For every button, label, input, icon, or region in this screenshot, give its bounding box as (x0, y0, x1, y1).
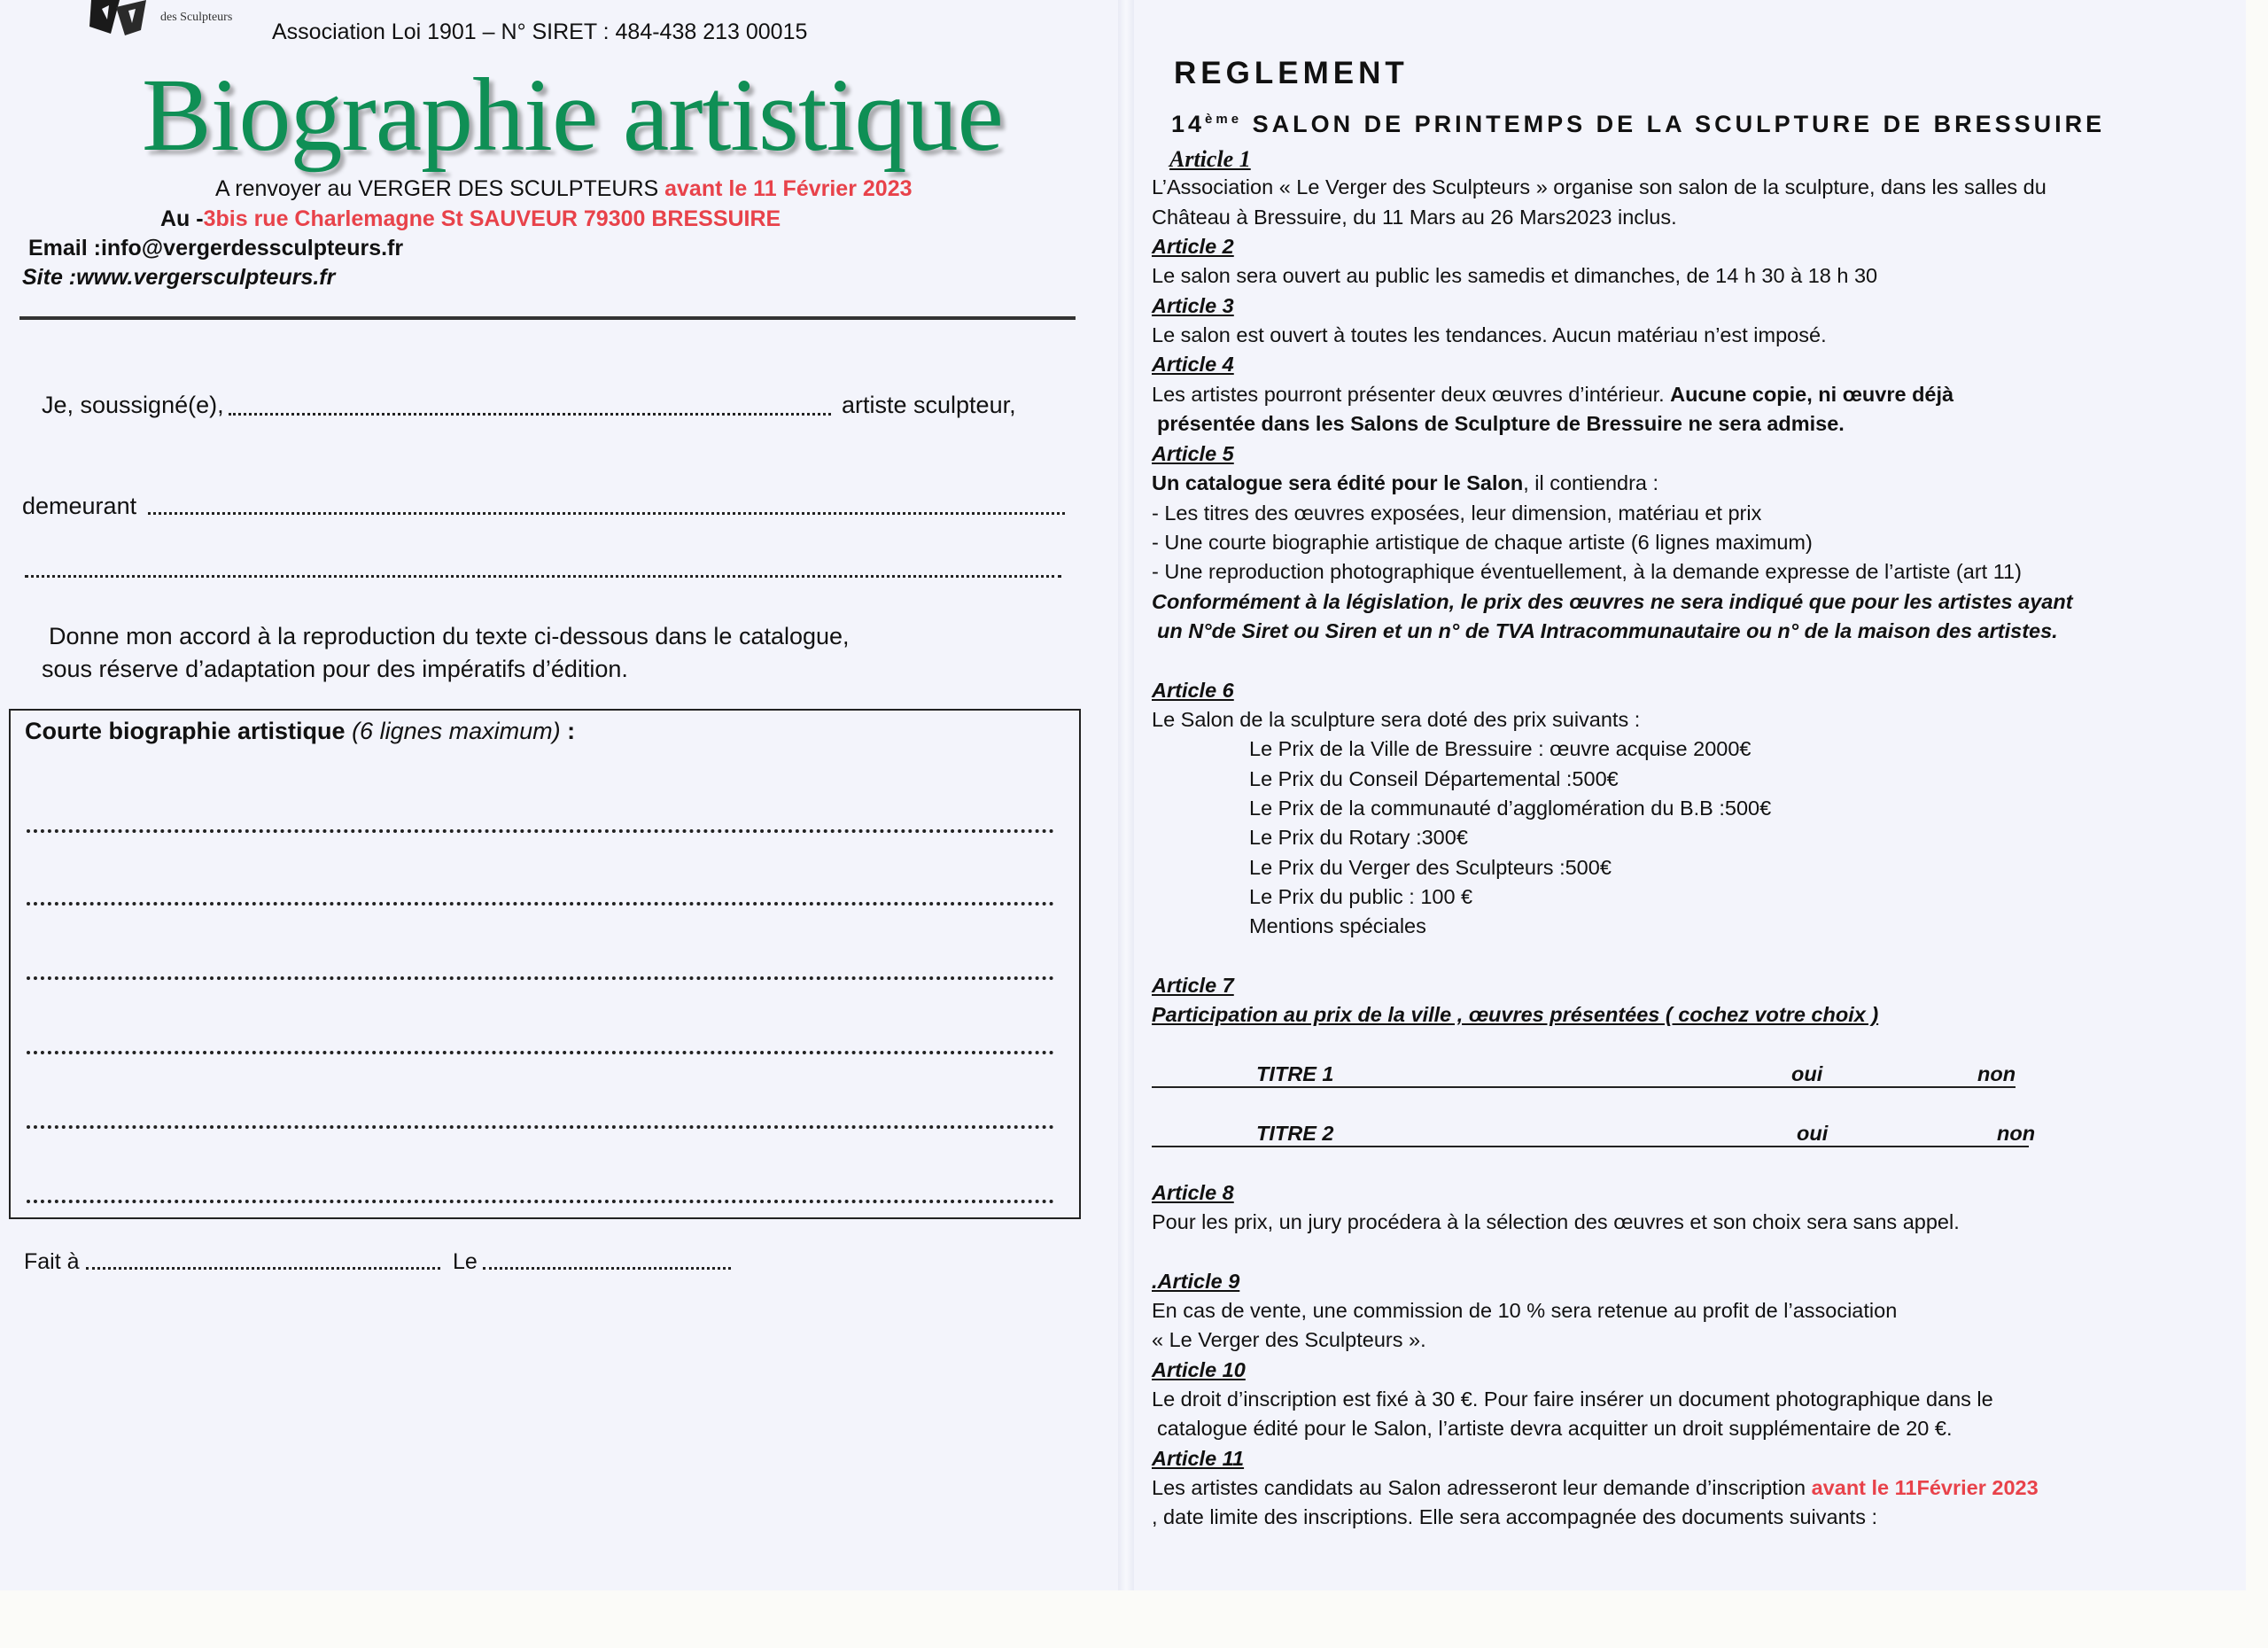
article-9-title: .Article 9 (1152, 1270, 1240, 1293)
article-5-plain: , il contiendra : (1523, 471, 1659, 494)
email-line[interactable]: Email :info@vergerdessculpteurs.fr (28, 236, 404, 260)
address-line (160, 206, 781, 232)
salon-number: 14 (1171, 111, 1206, 137)
article-6-line-1: Le Salon de la sculpture sera doté des prix suivants : (1152, 708, 1641, 731)
article-7-title: Article 7 (1152, 974, 1234, 997)
article-3-line-1: Le salon est ouvert à toutes les tendances. Aucun matériau n’est imposé. (1152, 323, 1827, 346)
titre-2-label: TITRE 2 (1256, 1122, 1334, 1145)
bio-line-4[interactable] (27, 1051, 1054, 1054)
article-11-title: Article 11 (1152, 1447, 1245, 1470)
salon-title (1171, 111, 2105, 138)
address-dotted-field-2[interactable] (25, 575, 1061, 578)
article-2-line-1: Le salon sera ouvert au public les samedis et dimanches, de 14 h 30 à 18 h 30 (1152, 264, 1878, 287)
article-4-plain: Les artistes pourront présenter deux œuvres d’intérieur. (1152, 383, 1671, 406)
bio-line-1[interactable] (27, 829, 1054, 833)
bio-line-3[interactable] (27, 976, 1054, 980)
titre-2-oui[interactable]: oui (1797, 1122, 1829, 1145)
article-10-line-1: Le droit d’inscription est fixé à 30 €. Pour faire insérer un document photographique dans le (1152, 1388, 1993, 1411)
article-5-line-5: Conformément à la législation, le prix des œuvres ne sera indiqué que pour les artistes ayant (1152, 590, 2073, 613)
article-9-line-1: En cas de vente, une commission de 10 % sera retenue au profit de l’association (1152, 1299, 1898, 1322)
association-siret: Association Loi 1901 – N° SIRET : 484-438 213 00015 (272, 19, 808, 44)
return-prefix: A renvoyer au VERGER DES SCULPTEURS (215, 176, 659, 201)
prize-4: Le Prix du Rotary :300€ (1249, 826, 1468, 849)
bio-title: Courte biographie artistique (25, 718, 346, 744)
article-5-bold: Un catalogue sera édité pour le Salon (1152, 471, 1524, 494)
bio-line-5[interactable] (27, 1125, 1054, 1129)
article-6-title: Article 6 (1152, 679, 1234, 702)
soussigne-label: Je, soussigné(e), (42, 392, 224, 418)
article-7-line-1: Participation au prix de la ville , œuvres présentées ( cochez votre choix ) (1152, 1003, 1879, 1026)
fait-dotted-field[interactable] (86, 1267, 440, 1270)
demeurant-label: demeurant (22, 493, 137, 519)
article-1-title: Article 1 (1169, 146, 1251, 172)
article-5-line-3: - Une courte biographie artistique de chaque artiste (6 lignes maximum) (1152, 531, 1813, 554)
article-8-line-1: Pour les prix, un jury procédera à la sélection des œuvres et son choix sera sans appel. (1152, 1210, 1960, 1233)
reglement-heading: REGLEMENT (1174, 56, 1409, 90)
salon-name: SALON DE PRINTEMPS DE LA SCULPTURE DE BRESSUIRE (1252, 111, 2106, 137)
association-logo (84, 0, 235, 43)
bio-line-6[interactable] (27, 1200, 1054, 1203)
accord-line-2: sous réserve d’adaptation pour des impératifs d’édition. (42, 656, 628, 682)
bio-box (9, 709, 1081, 1219)
article-5-title: Article 5 (1152, 442, 1234, 465)
article-10-title: Article 10 (1152, 1358, 1246, 1381)
artist-label: artiste sculpteur, (842, 392, 1016, 418)
article-4-line-2: présentée dans les Salons de Sculpture de Bressuire ne sera admise. (1157, 412, 1845, 435)
article-10-line-2: catalogue édité pour le Salon, l’artiste devra acquitter un droit supplémentaire de 20 €. (1157, 1417, 1953, 1440)
bio-hint: (6 lignes maximum) (352, 718, 561, 744)
address-dotted-field-1[interactable] (148, 512, 1065, 515)
accord-line-1: Donne mon accord à la reproduction du texte ci-dessous dans le catalogue, (49, 623, 850, 649)
article-11-deadline: avant le 11Février 2023 (1811, 1476, 2039, 1499)
le-label: Le (453, 1249, 478, 1274)
address-prefix: Au - (160, 206, 204, 231)
article-5-line-4: - Une reproduction photographique éventuellement, à la demande expresse de l’artiste (art 11) (1152, 560, 2022, 583)
prize-2: Le Prix du Conseil Départemental :500€ (1249, 767, 1619, 790)
titre-2-non[interactable]: non (1997, 1122, 2036, 1145)
prize-3: Le Prix de la communauté d’agglomération du B.B :500€ (1249, 797, 1772, 820)
article-4-line-1 (1152, 383, 1953, 407)
page-fold (1118, 0, 1134, 1590)
article-4-title: Article 4 (1152, 353, 1234, 376)
article-11-plain: Les artistes candidats au Salon adresseront leur demande d’inscription (1152, 1476, 1812, 1499)
article-5-line-2: - Les titres des œuvres exposées, leur dimension, matériau et prix (1152, 501, 1762, 525)
article-11-line-2: , date limite des inscriptions. Elle sera accompagnée des documents suivants : (1152, 1505, 1878, 1528)
article-8-title: Article 8 (1152, 1181, 1234, 1204)
name-dotted-field[interactable] (229, 413, 831, 416)
return-deadline: avant le 11 Février 2023 (664, 176, 913, 201)
bio-colon: : (560, 718, 576, 744)
prize-6: Le Prix du public : 100 € (1249, 885, 1473, 908)
titre-1-non[interactable]: non (1977, 1062, 2016, 1085)
header-divider (19, 316, 1076, 320)
article-1-line-1: L’Association « Le Verger des Sculpteurs » organise son salon de la sculpture, dans les salles du (1152, 175, 2047, 198)
return-line (215, 176, 913, 202)
article-9-line-2: « Le Verger des Sculpteurs ». (1152, 1328, 1426, 1351)
prize-7: Mentions spéciales (1249, 914, 1426, 937)
article-4-bold: Aucune copie, ni œuvre déjà (1670, 383, 1954, 406)
bio-line-2[interactable] (27, 902, 1054, 906)
titre-1-oui[interactable]: oui (1791, 1062, 1823, 1085)
le-dotted-field[interactable] (483, 1267, 731, 1270)
site-line[interactable]: Site :www.vergersculpteurs.fr (22, 265, 336, 290)
address-text: 3bis rue Charlemagne St SAUVEUR 79300 BRESSUIRE (203, 206, 781, 231)
titre-2-underline (1152, 1146, 2029, 1147)
titre-1-label: TITRE 1 (1256, 1062, 1334, 1085)
fait-label: Fait à (24, 1249, 80, 1274)
titre-1-underline (1152, 1086, 2016, 1088)
prize-5: Le Prix du Verger des Sculpteurs :500€ (1249, 856, 1612, 879)
article-5-line-1 (1152, 471, 1658, 495)
article-1-line-2: Château à Bressuire, du 11 Mars au 26 Mars2023 inclus. (1152, 206, 1677, 229)
article-3-title: Article 3 (1152, 294, 1234, 317)
logo-text: des Sculpteurs (160, 11, 233, 24)
prize-1: Le Prix de la Ville de Bressuire : œuvre acquise 2000€ (1249, 737, 1751, 760)
salon-sup: ème (1205, 112, 1243, 127)
article-2-title: Article 2 (1152, 235, 1234, 258)
bio-heading (25, 718, 575, 745)
article-11-line-1 (1152, 1476, 2039, 1500)
page-title: Biographie artistique (142, 57, 1003, 173)
article-5-line-6: un N°de Siret ou Siren et un n° de TVA Intracommunautaire ou n° de la maison des artistes. (1157, 619, 2058, 642)
